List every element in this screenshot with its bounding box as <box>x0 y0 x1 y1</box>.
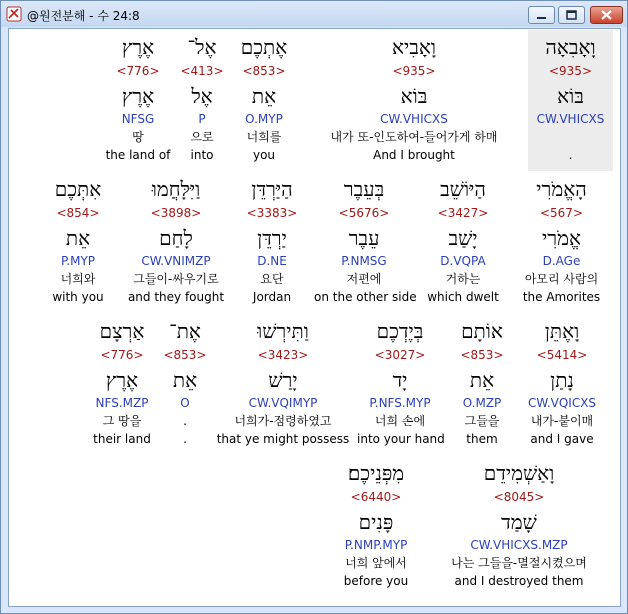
korean-gloss: 그 땅을 <box>102 414 142 428</box>
window-title: @원전분해 - 수 24:8 <box>27 9 140 23</box>
english-gloss: and they fought <box>127 290 225 304</box>
word-cell[interactable] <box>357 313 443 453</box>
lemma-word: יַרְדֵּן <box>257 226 287 250</box>
word-cell[interactable] <box>331 455 421 595</box>
lemma-word: לָחַם <box>159 226 193 250</box>
lemma-word: נָתַן <box>550 368 574 392</box>
minimize-button[interactable] <box>528 6 555 24</box>
strong-number[interactable]: <3427> <box>437 206 489 220</box>
lemma-word: בּוֹא <box>400 84 428 108</box>
word-cell[interactable] <box>234 29 294 169</box>
english-gloss: into <box>190 148 214 162</box>
lemma-word: אֵת <box>172 368 198 392</box>
morphology-code: NFSG <box>121 112 155 126</box>
strong-number[interactable]: <413> <box>180 64 224 78</box>
word-cell[interactable] <box>304 29 524 169</box>
english-gloss: with you <box>52 290 104 304</box>
morphology-code: O.MZP <box>462 396 502 410</box>
hebrew-word: אֶרֶץ <box>121 35 155 59</box>
korean-gloss: 아모리 사람의 <box>524 272 599 286</box>
word-cell[interactable] <box>89 313 155 453</box>
morphology-code: NFS.MZP <box>95 396 149 410</box>
morphology-code: O <box>180 396 190 410</box>
hebrew-word: הַיּוֹשֵׁב <box>440 177 486 201</box>
lemma-word: אֶל <box>191 84 213 108</box>
strong-number[interactable]: <5676> <box>338 206 390 220</box>
korean-gloss: 너희가-점령하였고 <box>234 414 332 428</box>
maximize-button[interactable] <box>558 6 585 24</box>
hebrew-word: אוֹתָם <box>461 319 503 343</box>
morphology-code: P <box>198 112 206 126</box>
hebrew-word: הָאֱמֹרִי <box>536 177 587 201</box>
hebrew-word: אֶת־ <box>169 319 201 343</box>
korean-gloss: . <box>183 414 187 428</box>
word-cell[interactable] <box>215 313 351 453</box>
english-gloss: which dwelt <box>427 290 499 304</box>
english-gloss: . <box>183 432 187 446</box>
lemma-word: פָּנִים <box>358 510 394 534</box>
word-cell[interactable] <box>239 171 305 311</box>
lemma-word: שָׁמַד <box>501 510 537 534</box>
word-cell[interactable] <box>159 313 211 453</box>
morphology-code: D.AGe <box>542 254 581 268</box>
hebrew-word: וָאַשְׁמִידֵם <box>483 461 555 485</box>
hebrew-word: וָאֶתֵּן <box>544 319 580 343</box>
hebrew-word: מִפְּנֵיכֶם׃ <box>347 461 405 485</box>
korean-gloss: 땅 <box>132 130 144 144</box>
strong-number[interactable]: <776> <box>116 64 160 78</box>
hebrew-word: בְּיֶדְכֶם <box>376 319 424 343</box>
word-cell[interactable] <box>45 171 111 311</box>
hebrew-word: אַרְצָם <box>99 319 145 343</box>
english-gloss: on the other side <box>314 290 417 304</box>
strong-number[interactable]: <853> <box>242 64 286 78</box>
word-cell[interactable] <box>528 29 613 169</box>
strong-number[interactable]: <3423> <box>257 348 309 362</box>
word-cell[interactable] <box>422 171 504 311</box>
morphology-code: CW.VHICXS <box>536 112 605 126</box>
verse-breakdown-panel[interactable] <box>8 28 621 607</box>
hebrew-word: וַיִּלָּחֲמוּ <box>151 177 201 201</box>
strong-number[interactable]: <8045> <box>493 490 545 504</box>
english-gloss: you <box>252 148 276 162</box>
morphology-code: D.VQPA <box>440 254 486 268</box>
morphology-code: CW.VQIMYP <box>248 396 318 410</box>
morphology-code: P.NFS.MYP <box>369 396 431 410</box>
korean-gloss: 너희와 <box>60 272 96 286</box>
morphology-code: O.MYP <box>245 112 283 126</box>
hebrew-word: הַיַּרְדֵּן <box>251 177 293 201</box>
morphology-code: CW.VQICXS <box>527 396 597 410</box>
morphology-code: P.MYP <box>60 254 96 268</box>
lemma-word: בּוֹא <box>557 84 584 108</box>
english-gloss: and I destroyed them <box>454 574 584 588</box>
lemma-word: יָד <box>392 368 408 392</box>
lemma-word: אֶרֶץ <box>121 84 155 108</box>
strong-number[interactable]: <853> <box>163 348 207 362</box>
hebrew-word: וָאָבִאָה <box>545 35 596 59</box>
lemma-word: אֵת <box>251 84 277 108</box>
lemma-word: אֵת <box>65 226 91 250</box>
english-gloss: before you <box>343 574 409 588</box>
hebrew-word: אִתְּכֶם <box>54 177 102 201</box>
morphology-code: P.NMP.MYP <box>344 538 408 552</box>
hebrew-word: אֶתְכֶם <box>240 35 288 59</box>
close-icon <box>591 7 622 23</box>
strong-number[interactable]: <567> <box>539 206 583 220</box>
korean-gloss: 나는 그들을-멸절시켰으며 <box>451 556 587 570</box>
morphology-code: CW.VNIMZP <box>141 254 211 268</box>
korean-gloss: 거하는 <box>445 272 481 286</box>
english-gloss: Jordan <box>252 290 292 304</box>
hebrew-word: וָאָבִיא <box>391 35 436 59</box>
hebrew-word: אֶל־ <box>187 35 217 59</box>
korean-gloss: 그들이-싸우기로 <box>133 272 219 286</box>
english-gloss: that ye might possess <box>216 432 350 446</box>
strong-number[interactable]: <935> <box>548 64 592 78</box>
morphology-code: D.NE <box>257 254 287 268</box>
lemma-word: יָרַשׁ <box>268 368 298 392</box>
korean-gloss: 저편에 <box>346 272 382 286</box>
strong-number[interactable]: <854> <box>56 206 100 220</box>
word-cell[interactable] <box>314 171 417 311</box>
english-gloss: the Amorites <box>522 290 601 304</box>
korean-gloss: 너희 앞에서 <box>345 556 407 570</box>
english-gloss: into your hand <box>357 432 445 446</box>
korean-gloss: 너희 손에 <box>374 414 426 428</box>
english-gloss: and I gave <box>530 432 594 446</box>
strong-number[interactable]: <3898> <box>150 206 202 220</box>
english-gloss: the land of <box>105 148 171 162</box>
korean-gloss: 내가 또-인도하여-들어가게 하매 <box>330 130 498 144</box>
word-cell[interactable] <box>429 455 609 595</box>
title-bar[interactable] <box>1 1 627 27</box>
maximize-icon <box>559 7 584 23</box>
hebrew-word: וַתִּירְשׁוּ <box>257 319 309 343</box>
lemma-word: אֵת <box>469 368 495 392</box>
minimize-icon <box>529 7 554 23</box>
lemma-word: יָשַׁב <box>448 226 478 250</box>
english-gloss: them <box>466 432 498 446</box>
morphology-code: CW.VHICXS.MZP <box>470 538 568 552</box>
morphology-code: P.NMSG <box>341 254 387 268</box>
english-gloss: their land <box>93 432 151 446</box>
english-gloss: . <box>568 148 573 162</box>
strong-number[interactable]: <935> <box>392 64 436 78</box>
app-icon <box>6 6 22 22</box>
strong-number[interactable]: <3383> <box>246 206 298 220</box>
strong-number[interactable]: <776> <box>100 348 144 362</box>
korean-gloss: 너희를 <box>246 130 282 144</box>
word-cell[interactable] <box>119 171 233 311</box>
morphology-code: CW.VHICXS <box>380 112 448 126</box>
word-cell[interactable] <box>179 29 225 169</box>
word-cell[interactable] <box>102 29 174 169</box>
lemma-word: אֱמֹרִי <box>542 226 581 250</box>
english-gloss: And I brought <box>373 148 455 162</box>
word-cell[interactable] <box>522 313 602 453</box>
strong-number[interactable]: <853> <box>460 348 504 362</box>
lemma-word: עֵבֶר <box>348 226 380 250</box>
korean-gloss: 요단 <box>260 272 284 286</box>
hebrew-word: בְּעֵבֶר <box>343 177 385 201</box>
korean-gloss: 으로 <box>190 130 214 144</box>
korean-gloss: 그들을 <box>464 414 500 428</box>
strong-number[interactable]: <6440> <box>350 490 402 504</box>
lemma-word: אֶרֶץ <box>105 368 139 392</box>
word-cell[interactable] <box>514 171 609 311</box>
word-cell[interactable] <box>451 313 513 453</box>
strong-number[interactable]: <5414> <box>536 348 588 362</box>
window-bottom-border <box>8 607 621 613</box>
close-button[interactable] <box>590 6 623 24</box>
korean-gloss: 내가-붙이매 <box>530 414 594 428</box>
strong-number[interactable]: <3027> <box>374 348 426 362</box>
